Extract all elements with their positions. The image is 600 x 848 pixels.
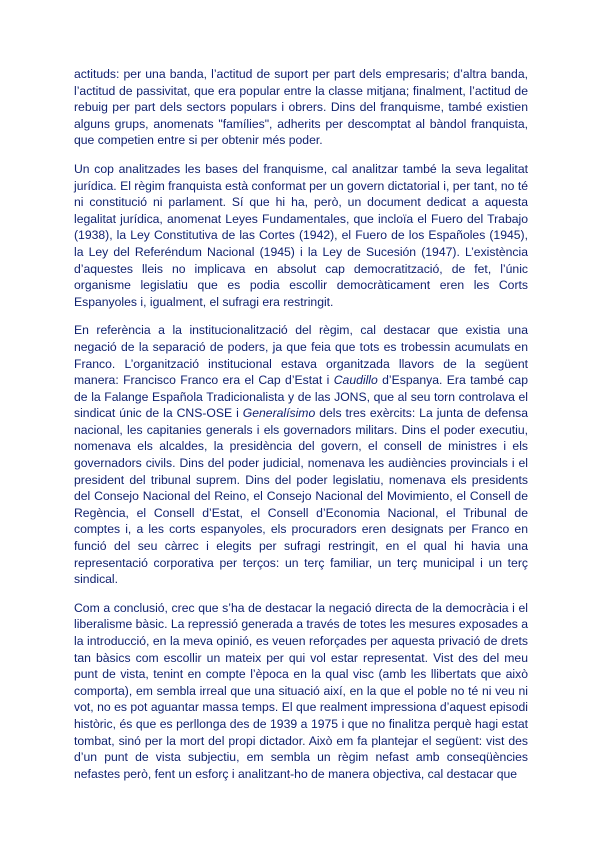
paragraph-2-text: Un cop analitzades les bases del franquisme, cal analitzar també la seva legalitat jurídica. El règim franquista està conformat per un govern dictatorial i, per tant, no té ni constitució ni parlament. Sí que hi ha, però, un document dedicat a aquesta legalitat jurídica, anomenat Leyes Fundamentales, que incloïa el Fuero del Trabajo (1938), la Ley Constitutiva de las Cortes (1942), el Fuero de los Españoles (1945), la Ley del Referéndum Nacional (1945) i la Ley de Sucesión (1947). L’existència d’aquestes lleis no implicava en absolut cap democratització, de fet, l’únic organisme legislatiu que es podia escollir democràticament eren les Corts Espanyoles i, igualment, el sufragi era restringit. xyxy=(74,161,528,309)
paragraph-3-text-a: En referència a la institucionalització del règim, cal destacar que existia una negació de la separació de poders, ja que feia que tots es trobessin acumulats en Franco. L’organització institucional estava organitzada llavors de la següent manera: Francisco Franco era el Cap d’Estat i xyxy=(74,323,528,388)
paragraph-2 xyxy=(74,161,528,310)
paragraph-4-text: Com a conclusió, crec que s’ha de destacar la negació directa de la democràcia i el liberalisme bàsic. La repressió generada a través de totes les mesures exposades a la introducció, en la meva opinió, es veuen reforçades per aquesta privació de drets tan bàsics com escollir un mateix per qui vol estar representat. Vist des del meu punt de vista, tenint en compte l’època en la qual visc (amb les llibertats que això comporta), em sembla irreal que una situació així, en la que el poble no té ni veu ni vot, no es pot aguantar massa temps. El que realment impressiona d’aquest episodi històric, és que es perllonga des de 1939 a 1975 i que no finalitza perquè hagi estat tombat, sinó per la mort del propi dictador. Això em fa plantejar el següent: vist des d’un punt de vista subjectiu, em sembla un règim nefast amb conseqüències nefastes però, fent un esforç i analitzant-ho de manera objectiva, cal destacar que xyxy=(74,600,528,781)
paragraph-1 xyxy=(74,66,528,149)
paragraph-1-text: actituds: per una banda, l’actitud de suport per part dels empresaris; d’altra banda, l’actitud de passivitat, que era popular entre la classe mitjana; finalment, l’actitud de rebuig per part dels sectors populars i obrers. Dins del franquisme, també existien alguns grups, anomenats "famílies", adherits per descomptat al bàndol franquista, que competien entre si per obtenir més poder. xyxy=(74,67,528,148)
paragraph-3-italic-caudillo: Caudillo xyxy=(333,373,378,388)
paragraph-3 xyxy=(74,322,528,588)
paragraph-3-italic-generalisimo: Generalísimo xyxy=(242,406,316,421)
paragraph-3-text-c: dels tres exèrcits: La junta de defensa nacional, les capitanies generals i els governadors militars. Dins el poder executiu, nomenava els alcaldes, la presidència del govern, el consell de ministres i els governadors civils. Dins del poder judicial, nomenava les audiències provincials i el president del tribunal suprem. Dins del poder legislatiu, nomenava els presidents del Consejo Nacional del Reino, el Consejo Nacional del Movimiento, el Consell de Regència, el Consell d’Estat, el Consell d’Economia Nacional, el Tribunal de comptes i, a les corts espanyoles, els procuradors eren designats per Franco en funció del seu càrrec i elegits per sufragi restringit, en el qual hi havia una representació corporativa per terços: un terç familiar, un terç municipal i un terç sindical. xyxy=(74,406,528,587)
paragraph-4 xyxy=(74,600,528,783)
paragraph-3-text-b: d’Espanya. Era també cap de la Falange Española Tradicionalista y de las JONS, que al seu torn controlava el sindicat únic de la CNS-OSE i xyxy=(74,373,528,421)
